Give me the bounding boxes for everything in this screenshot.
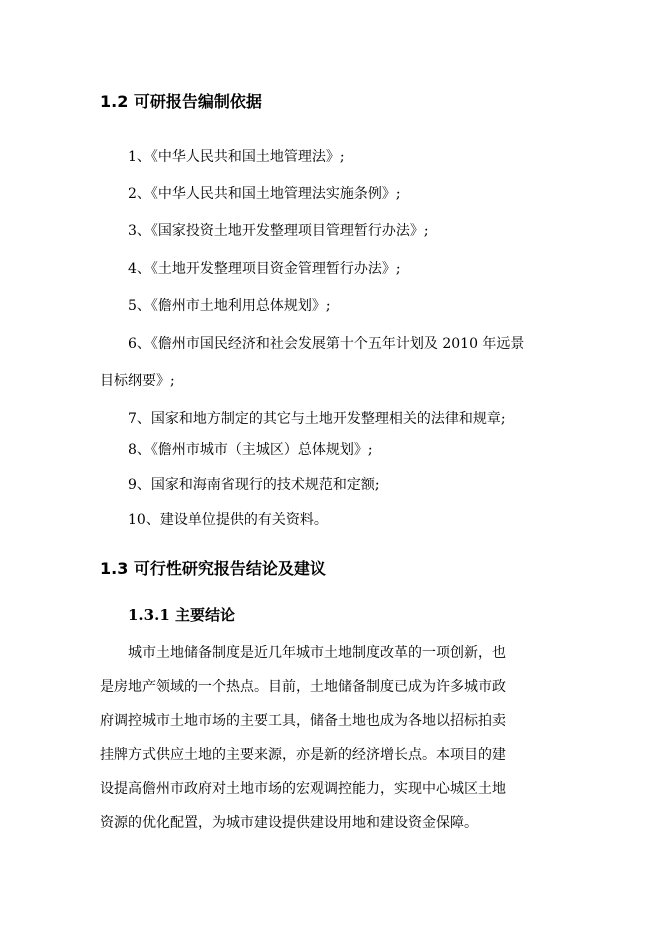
basis-item-4: 4、《土地开发整理项目资金管理暂行办法》; xyxy=(128,261,401,277)
basis-item-5: 5、《儋州市土地利用总体规划》; xyxy=(128,298,331,314)
basis-item-8: 8、《儋州市城市（主城区）总体规划》; xyxy=(128,442,373,458)
section-heading-1-2: 1.2 可研报告编制依据 xyxy=(100,92,262,111)
paragraph-line-1: 城市土地储备制度是近几年城市土地制度改革的一项创新，也 xyxy=(128,645,506,661)
paragraph-line-2: 是房地产领域的一个热点。目前，土地储备制度已成为许多城市政 xyxy=(100,679,506,695)
main-conclusion-paragraph xyxy=(100,0,562,936)
basis-item-1: 1、《中华人民共和国土地管理法》; xyxy=(128,149,345,165)
subsection-heading-1-3-1: 1.3.1 主要结论 xyxy=(128,606,235,624)
basis-item-6-continued: 目标纲要》; xyxy=(100,373,175,389)
basis-item-2: 2、《中华人民共和国土地管理法实施条例》; xyxy=(128,186,401,202)
basis-item-3: 3、《国家投资土地开发整理项目管理暂行办法》; xyxy=(128,223,429,239)
basis-item-6: 6、《儋州市国民经济和社会发展第十个五年计划及 2010 年远景 xyxy=(128,336,525,352)
basis-item-7: 7、国家和地方制定的其它与土地开发整理相关的法律和规章; xyxy=(128,411,506,427)
basis-item-9: 9、国家和海南省现行的技术规范和定额; xyxy=(128,477,380,493)
paragraph-line-4: 挂牌方式供应土地的主要来源，亦是新的经济增长点。本项目的建 xyxy=(100,747,506,763)
paragraph-line-5: 设提高儋州市政府对土地市场的宏观调控能力，实现中心城区土地 xyxy=(100,781,506,797)
basis-item-10: 10、建设单位提供的有关资料。 xyxy=(128,512,328,528)
paragraph-line-3: 府调控城市土地市场的主要工具，储备土地也成为各地以招标拍卖 xyxy=(100,713,506,729)
section-heading-1-3: 1.3 可行性研究报告结论及建议 xyxy=(100,559,326,578)
paragraph-line-6: 资源的优化配置，为城市建设提供建设用地和建设资金保障。 xyxy=(100,815,478,831)
